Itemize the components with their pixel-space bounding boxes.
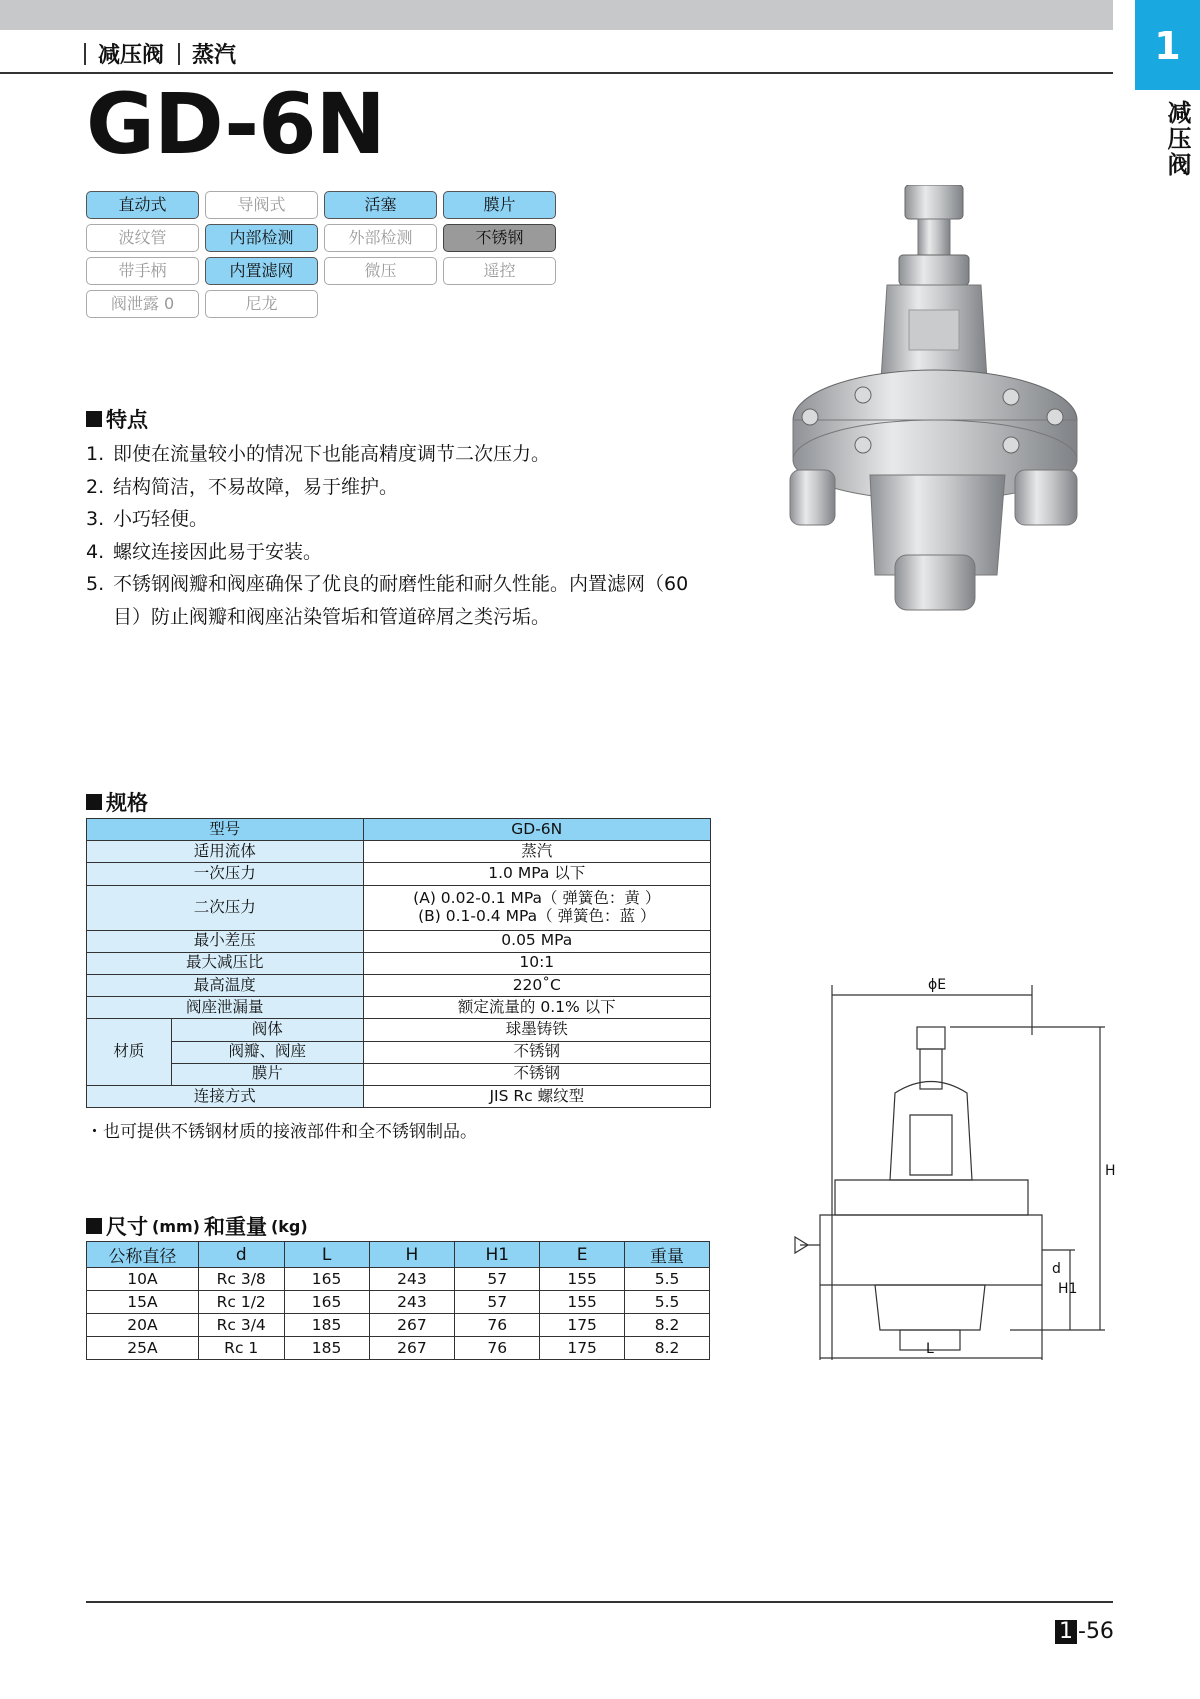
table-cell: 243 [369,1268,455,1291]
list-item [86,568,706,633]
features-heading [86,404,148,434]
table-row [87,1291,710,1314]
dim-L-label: L [926,1341,934,1357]
feature-tag: 遥控 [443,257,556,285]
dimensions-heading [86,1211,308,1241]
list-item-text: 小巧轻便。 [113,508,209,530]
table-cell: 175 [540,1337,625,1360]
dim-phiE-label: ϕE [928,977,947,993]
feature-tag: 直动式 [86,191,199,219]
table-cell: 76 [455,1314,540,1337]
table-cell: 175 [540,1314,625,1337]
table-cell: 165 [284,1268,369,1291]
table-cell: 5.5 [625,1268,710,1291]
list-item-number: 1. [86,443,105,465]
column-header: L [284,1242,369,1268]
spec-value-line: (A) 0.02-0.1 MPa（ 弹簧色：黄 ） [413,888,661,907]
breadcrumb-separator [178,43,180,65]
column-header: E [540,1242,625,1268]
spec-label: 一次压力 [87,863,364,885]
table-row [87,1041,711,1063]
product-photo [775,185,1090,630]
feature-tag: 尼龙 [205,290,318,318]
list-item-number: 4. [86,540,105,563]
spec-label: 连接方式 [87,1085,364,1107]
table-row [87,997,711,1019]
spec-value: 10:1 [363,952,710,974]
dim-H-label: H [1105,1163,1116,1179]
spec-label: 阀瓣、阀座 [171,1041,363,1063]
column-header: 重量 [625,1242,710,1268]
table-cell: 57 [455,1268,540,1291]
table-row [87,1019,711,1041]
spec-value: 额定流量的 0.1% 以下 [363,997,710,1019]
feature-tag: 内置滤网 [205,257,318,285]
list-item [86,503,706,536]
table-cell: 267 [369,1314,455,1337]
top-bar [0,0,1113,30]
table-row [87,930,711,952]
spec-table [86,818,711,1108]
table-cell: 267 [369,1337,455,1360]
table-row [87,974,711,996]
specs-title: 规格 [106,791,148,815]
dimensions-unit-mm: (mm) [152,1216,200,1236]
table-row [87,841,711,863]
dimension-drawing [780,975,1120,1360]
table-row [87,1337,710,1360]
feature-tag: 导阀式 [205,191,318,219]
feature-tag: 不锈钢 [443,224,556,252]
dimensions-title: 尺寸 [106,1215,148,1239]
table-row [87,885,711,930]
table-cell: 155 [540,1268,625,1291]
spec-label: 最大减压比 [87,952,364,974]
feature-tags [86,191,556,318]
spec-label: 适用流体 [87,841,364,863]
table-cell: 165 [284,1291,369,1314]
table-cell: 185 [284,1314,369,1337]
feature-tag: 膜片 [443,191,556,219]
table-cell: 57 [455,1291,540,1314]
table-cell: Rc 3/8 [198,1268,284,1291]
table-cell: 10A [87,1268,199,1291]
list-item-text: 结构简洁，不易故障，易于维护。 [113,475,399,498]
spec-value: 不锈钢 [363,1063,710,1085]
table-cell: 8.2 [625,1314,710,1337]
breadcrumb-separator [84,43,86,65]
spec-value: 不锈钢 [363,1041,710,1063]
dimensions-weight-title: 和重量 [203,1215,267,1239]
table-cell: 185 [284,1337,369,1360]
spec-note: ・也可提供不锈钢材质的接液部件和全不锈钢制品。 [86,1122,477,1142]
spec-value-line: (B) 0.1-0.4 MPa（ 弹簧色：蓝 ） [418,906,656,925]
feature-tag: 内部检测 [205,224,318,252]
feature-tag: 阀泄露 0 [86,290,199,318]
table-cell: Rc 1/2 [198,1291,284,1314]
column-header: d [198,1242,284,1268]
column-header: H [369,1242,455,1268]
spec-label: 最小差压 [87,930,364,952]
features-title: 特点 [106,408,148,432]
list-item-text: 不锈钢阀瓣和阀座确保了优良的耐磨性能和耐久性能。内置滤网（60 目）防止阀瓣和阀座沾染管垢和管道碎屑之类污垢。 [113,573,689,628]
spec-label: 最高温度 [87,974,364,996]
spec-value: 1.0 MPa 以下 [363,863,710,885]
breadcrumb-item-category: 减压阀 [98,43,165,68]
page-chapter: 1 [1055,1620,1077,1644]
spec-value [363,885,710,930]
spec-value: GD-6N [363,819,710,841]
table-header-row [87,1242,710,1268]
feature-tag: 微压 [324,257,437,285]
list-item [86,471,706,504]
table-cell: 25A [87,1337,199,1360]
spec-value: 220˚C [363,974,710,996]
table-cell: 5.5 [625,1291,710,1314]
dimension-table [86,1241,710,1360]
spec-label: 膜片 [171,1063,363,1085]
section-marker [86,1218,102,1234]
table-row [87,1268,710,1291]
side-category-label: 减压阀 [1163,100,1191,178]
specs-heading [86,787,148,817]
spec-value: JIS Rc 螺纹型 [363,1085,710,1107]
table-cell: 15A [87,1291,199,1314]
list-item [86,536,706,569]
spec-label: 阀座泄漏量 [87,997,364,1019]
dimensions-unit-kg: (kg) [270,1216,308,1236]
spec-value: 蒸汽 [363,841,710,863]
feature-tag: 波纹管 [86,224,199,252]
spec-label: 型号 [87,819,364,841]
column-header: 公称直径 [87,1242,199,1268]
feature-tag: 带手柄 [86,257,199,285]
table-cell: 8.2 [625,1337,710,1360]
table-cell: 20A [87,1314,199,1337]
header-rule [0,72,1113,74]
table-cell: Rc 1 [198,1337,284,1360]
spec-label: 阀体 [171,1019,363,1041]
list-item-number: 2. [86,475,105,498]
feature-tag: 外部检测 [324,224,437,252]
breadcrumb [84,38,236,69]
features-list [86,438,706,633]
list-item [86,438,706,471]
breadcrumb-item-medium: 蒸汽 [192,43,237,68]
footer-rule [86,1601,1113,1603]
table-row [87,1063,711,1085]
table-row [87,952,711,974]
page-title: GD-6N [86,75,385,173]
table-cell: 76 [455,1337,540,1360]
list-item-text: 螺纹连接因此易于安装。 [113,540,323,563]
table-cell: Rc 3/4 [198,1314,284,1337]
section-marker [86,411,102,427]
table-row [87,1314,710,1337]
spec-group-label: 材质 [87,1019,172,1086]
column-header: H1 [455,1242,540,1268]
spec-value: 球墨铸铁 [363,1019,710,1041]
dim-H1-label: H1 [1058,1281,1078,1297]
list-item-number: 3. [86,508,105,530]
table-row [87,819,711,841]
table-row [87,863,711,885]
spec-value: 0.05 MPa [363,930,710,952]
spec-label: 二次压力 [87,885,364,930]
dim-d-label: d [1052,1261,1061,1277]
table-cell: 243 [369,1291,455,1314]
feature-tag: 活塞 [324,191,437,219]
table-cell: 155 [540,1291,625,1314]
section-marker [86,794,102,810]
list-item-number: 5. [86,573,105,595]
chapter-tab[interactable]: 1 [1135,0,1200,90]
page-number [1055,1619,1114,1644]
list-item-text: 即使在流量较小的情况下也能高精度调节二次压力。 [113,443,551,465]
table-row [87,1085,711,1107]
page-suffix: -56 [1078,1619,1114,1644]
